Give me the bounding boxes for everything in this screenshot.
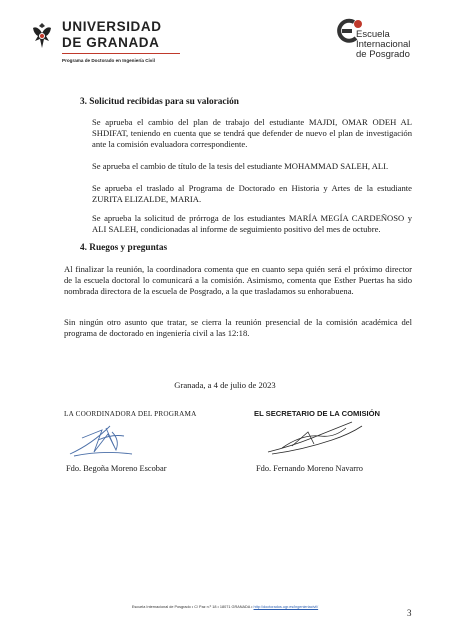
paragraph-closing-comments: Al finalizar la reunión, la coordinadora comenta que en cuanto sepa quién será el próximo director de la escuela doctoral lo comunicará a la comisión. Asimismo, comenta que Esther Puertas ha sido nombrada directora de la escuela de Posgrado, a la que trasladamos su enhorabuena. — [64, 264, 412, 296]
section-heading-3: 3. Solicitud recibidas para su valoración — [80, 97, 239, 107]
left-signature-image — [62, 420, 152, 460]
place-date: Granada, a 4 de julio de 2023 — [174, 380, 276, 390]
page-footer — [0, 605, 450, 609]
paragraph-extension: Se aprueba la solicitud de prórroga de los estudiantes MARÍA MEGÍA CARDEÑOSO y ALI SALEH, condicionadas al informe de seguimiento positivo del mes de octubre. — [92, 213, 412, 234]
eip-logo-text-2: Internacional — [356, 39, 411, 50]
escuela-posgrado-logo — [334, 16, 422, 62]
left-signatory-title: LA COORDINADORA DEL PROGRAMA — [64, 410, 197, 418]
university-name-line1: UNIVERSIDAD — [62, 19, 162, 34]
footer-address: Escuela Internacional de Posgrado • C/ Paz n.º 18 • 18071 GRANADA • — [131, 605, 253, 609]
eip-logo-text-1: Escuela — [356, 29, 390, 40]
left-signatory-name: Fdo. Begoña Moreno Escobar — [66, 464, 167, 473]
university-name-line2: DE GRANADA — [62, 35, 160, 50]
program-name: Programa de Doctorado en Ingeniería Civil — [62, 58, 155, 63]
right-signature-image — [262, 416, 382, 460]
university-crest-logo — [30, 20, 54, 52]
paragraph-plan-change: Se aprueba el cambio del plan de trabajo del estudiante MAJDI, OMAR ODEH AL SHDIFAT, teniendo en cuenta que se tendrá que defender de nuevo el plan de investigación ante la comisión evaluadora correspondiente. — [92, 117, 412, 149]
page-number: 3 — [407, 608, 412, 618]
right-signatory-title: EL SECRETARIO DE LA COMISIÓN — [254, 409, 381, 418]
right-signatory-name: Fdo. Fernando Moreno Navarro — [256, 464, 363, 473]
eip-logo-text-3: de Posgrado — [356, 49, 410, 60]
paragraph-title-change: Se aprueba el cambio de título de la tesis del estudiante MOHAMMAD SALEH, ALI. — [92, 161, 389, 171]
section-heading-4: 4. Ruegos y preguntas — [80, 243, 168, 253]
header-divider — [62, 53, 180, 54]
paragraph-meeting-closed: Sin ningún otro asunto que tratar, se cierra la reunión presencial de la comisión académica del programa de doctorado en ingeniería civil a las 12:18. — [64, 317, 412, 338]
footer-link[interactable]: http://doctorados.ugr.es/ingenieriacivil/ — [253, 605, 319, 609]
paragraph-transfer: Se aprueba el traslado al Programa de Doctorado en Historia y Artes de la estudiante ZURITA ELIZALDE, MARIA. — [92, 183, 412, 204]
